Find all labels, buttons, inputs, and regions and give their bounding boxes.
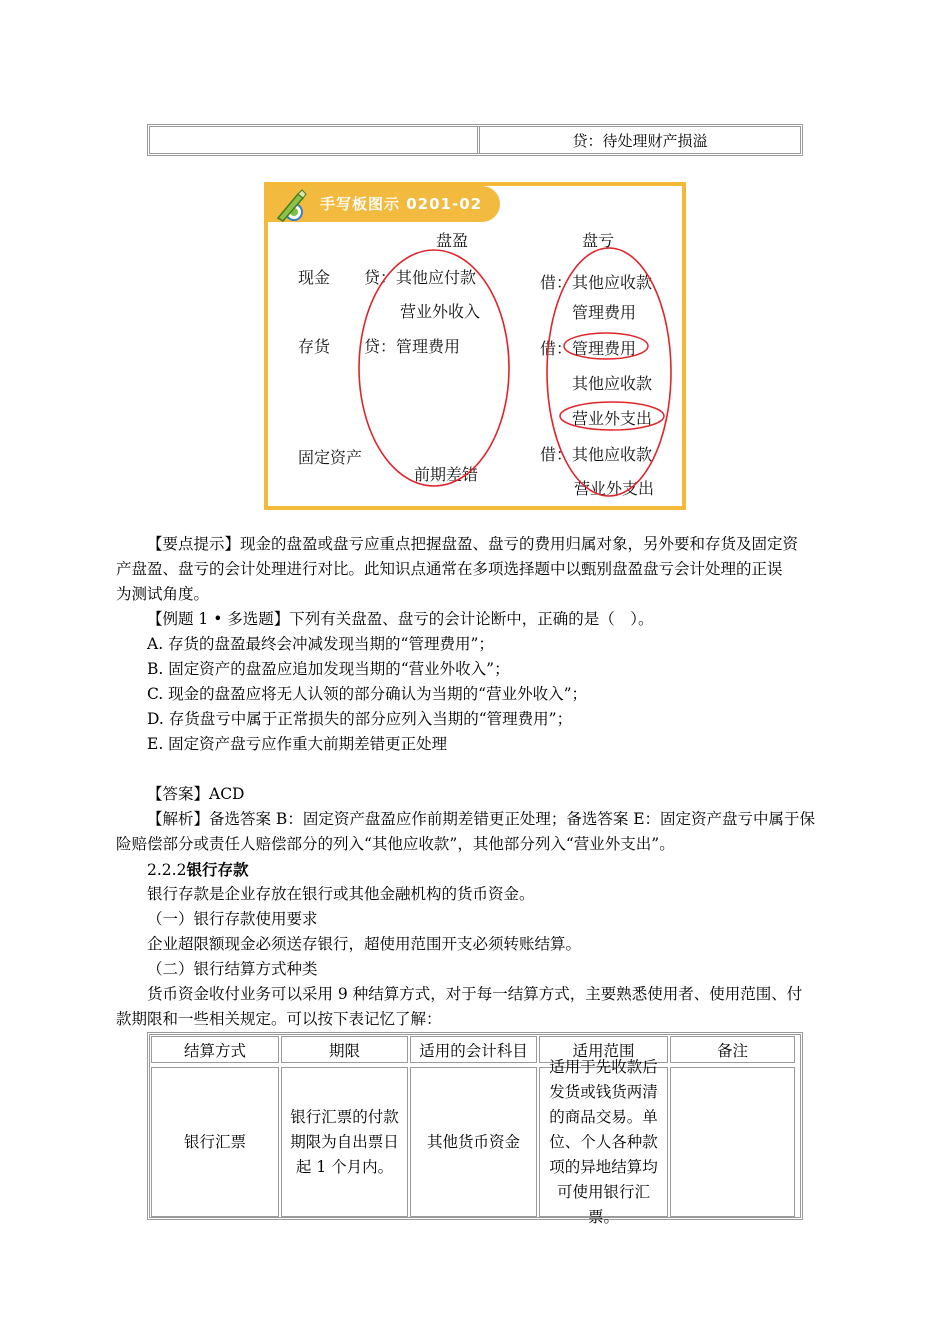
analysis-line-1: 【解析】备选答案 B：固定资产盘盈应作前期差错更正处理；备选答案 E：固定资产盘亏中属于保: [147, 810, 816, 828]
option-b: B. 固定资产的盘盈应追加发现当期的“营业外收入”；: [147, 660, 510, 678]
non-operating-expense-circle: [560, 402, 664, 430]
cash-loss-entry-1: 其他应收款: [572, 273, 653, 292]
tip-line-2: 产盘盈、盘亏的会计处理进行对比。此知识点通常在多项选择题中以甄别盘盈盘亏会计处理的正误: [116, 560, 783, 578]
column-header-surplus: 盘盈: [436, 231, 469, 250]
subheading-1: （一）银行存款使用要求: [147, 910, 318, 928]
management-expense-circle: [564, 333, 648, 359]
subheading-2-body-line-2: 款期限和一些相关规定。可以按下表记忆了解：: [116, 1010, 442, 1028]
inventory-loss-prefix: 借：: [540, 339, 573, 358]
option-e: E. 固定资产盘亏应作重大前期差错更正处理: [147, 735, 448, 753]
option-d: D. 存货盘亏中属于正常损失的部分应列入当期的“管理费用”；: [147, 710, 573, 728]
subheading-2: （二）银行结算方式种类: [147, 960, 318, 978]
settlement-methods-table: [147, 1032, 803, 1226]
row-label-inventory: 存货: [298, 337, 331, 356]
inventory-loss-entry-2: 其他应收款: [572, 374, 653, 393]
inventory-surplus-entry: 贷：管理费用: [364, 337, 461, 356]
fixed-loss-entry-1: 其他应收款: [572, 445, 653, 464]
table-cell: 银行汇票的付款期限为自出票日起 1 个月内。: [281, 1067, 408, 1217]
cash-surplus-entry-1: 贷：其他应付款: [364, 268, 477, 287]
option-a: A. 存货的盘盈最终会冲减发现当期的“管理费用”；: [147, 635, 494, 653]
inventory-loss-entry-1: 管理费用: [572, 339, 637, 358]
top-table: [147, 124, 803, 156]
board-title: 手写板图示 0201-02: [320, 195, 483, 213]
row-label-fixed-assets: 固定资产: [298, 448, 363, 467]
example-question: 【例题 1 • 多选题】下列有关盘盈、盘亏的会计论断中，正确的是（ ）。: [147, 610, 654, 628]
table-header-cell: 适用的会计科目: [410, 1036, 537, 1063]
cash-surplus-entry-2: 营业外收入: [400, 302, 481, 321]
table-cell: [670, 1067, 795, 1217]
option-c: C. 现金的盘盈应将无人认领的部分确认为当期的“营业外收入”；: [147, 685, 588, 703]
table-cell: 其他货币资金: [410, 1067, 537, 1217]
table-header-row: [150, 1035, 796, 1064]
loss-oval: [547, 248, 671, 496]
column-header-loss: 盘亏: [582, 231, 615, 250]
table-header-cell: 期限: [281, 1036, 408, 1063]
table-cell: 适用于先收款后发货或钱货两清的商品交易。单位、个人各种款项的异地结算均可使用银行汇票。: [539, 1067, 668, 1217]
cash-loss-entry-2: 管理费用: [572, 303, 637, 322]
section-heading: [147, 857, 248, 883]
tip-line-3: 为测试角度。: [116, 585, 210, 603]
analysis-line-2: 险赔偿部分或责任人赔偿部分的列入“其他应收款”，其他部分列入“营业外支出”。: [116, 835, 675, 853]
table-header-cell: 适用范围: [539, 1036, 668, 1063]
subheading-2-body-line-1: 货币资金收付业务可以采用 9 种结算方式，对于每一结算方式，主要熟悉使用者、使用范围、付: [147, 985, 803, 1003]
tip-line-1: 【要点提示】现金的盘盈或盘亏应重点把握盘盈、盘亏的费用归属对象，另外要和存货及固定资: [147, 535, 799, 553]
top-table-right-cell: 贷：待处理财产损溢: [572, 131, 708, 150]
fixed-loss-entry-2: 营业外支出: [574, 479, 655, 498]
handwriting-board-figure: [264, 182, 686, 510]
section-title: 银行存款: [186, 860, 249, 879]
inventory-loss-entry-3: 营业外支出: [572, 409, 653, 428]
fixed-surplus-entry: 前期差错: [414, 465, 479, 484]
surplus-oval: [359, 250, 509, 486]
table-header-cell: 备注: [670, 1036, 795, 1063]
answer: 【答案】ACD: [147, 785, 245, 803]
fixed-loss-prefix: 借：: [540, 445, 573, 464]
section-definition: 银行存款是企业存放在银行或其他金融机构的货币资金。: [147, 885, 535, 903]
cash-loss-prefix: 借：: [540, 273, 573, 292]
top-table-left-cell: [150, 127, 480, 153]
section-number: 2.2.2: [147, 861, 187, 879]
row-label-cash: 现金: [298, 268, 331, 287]
table-cell: 银行汇票: [151, 1067, 279, 1217]
table-header-cell: 结算方式: [151, 1036, 279, 1063]
table-row: [150, 1057, 796, 1226]
handwritten-circles: [268, 186, 682, 506]
subheading-1-body: 企业超限额现金必须送存银行，超使用范围开支必须转账结算。: [147, 935, 582, 953]
